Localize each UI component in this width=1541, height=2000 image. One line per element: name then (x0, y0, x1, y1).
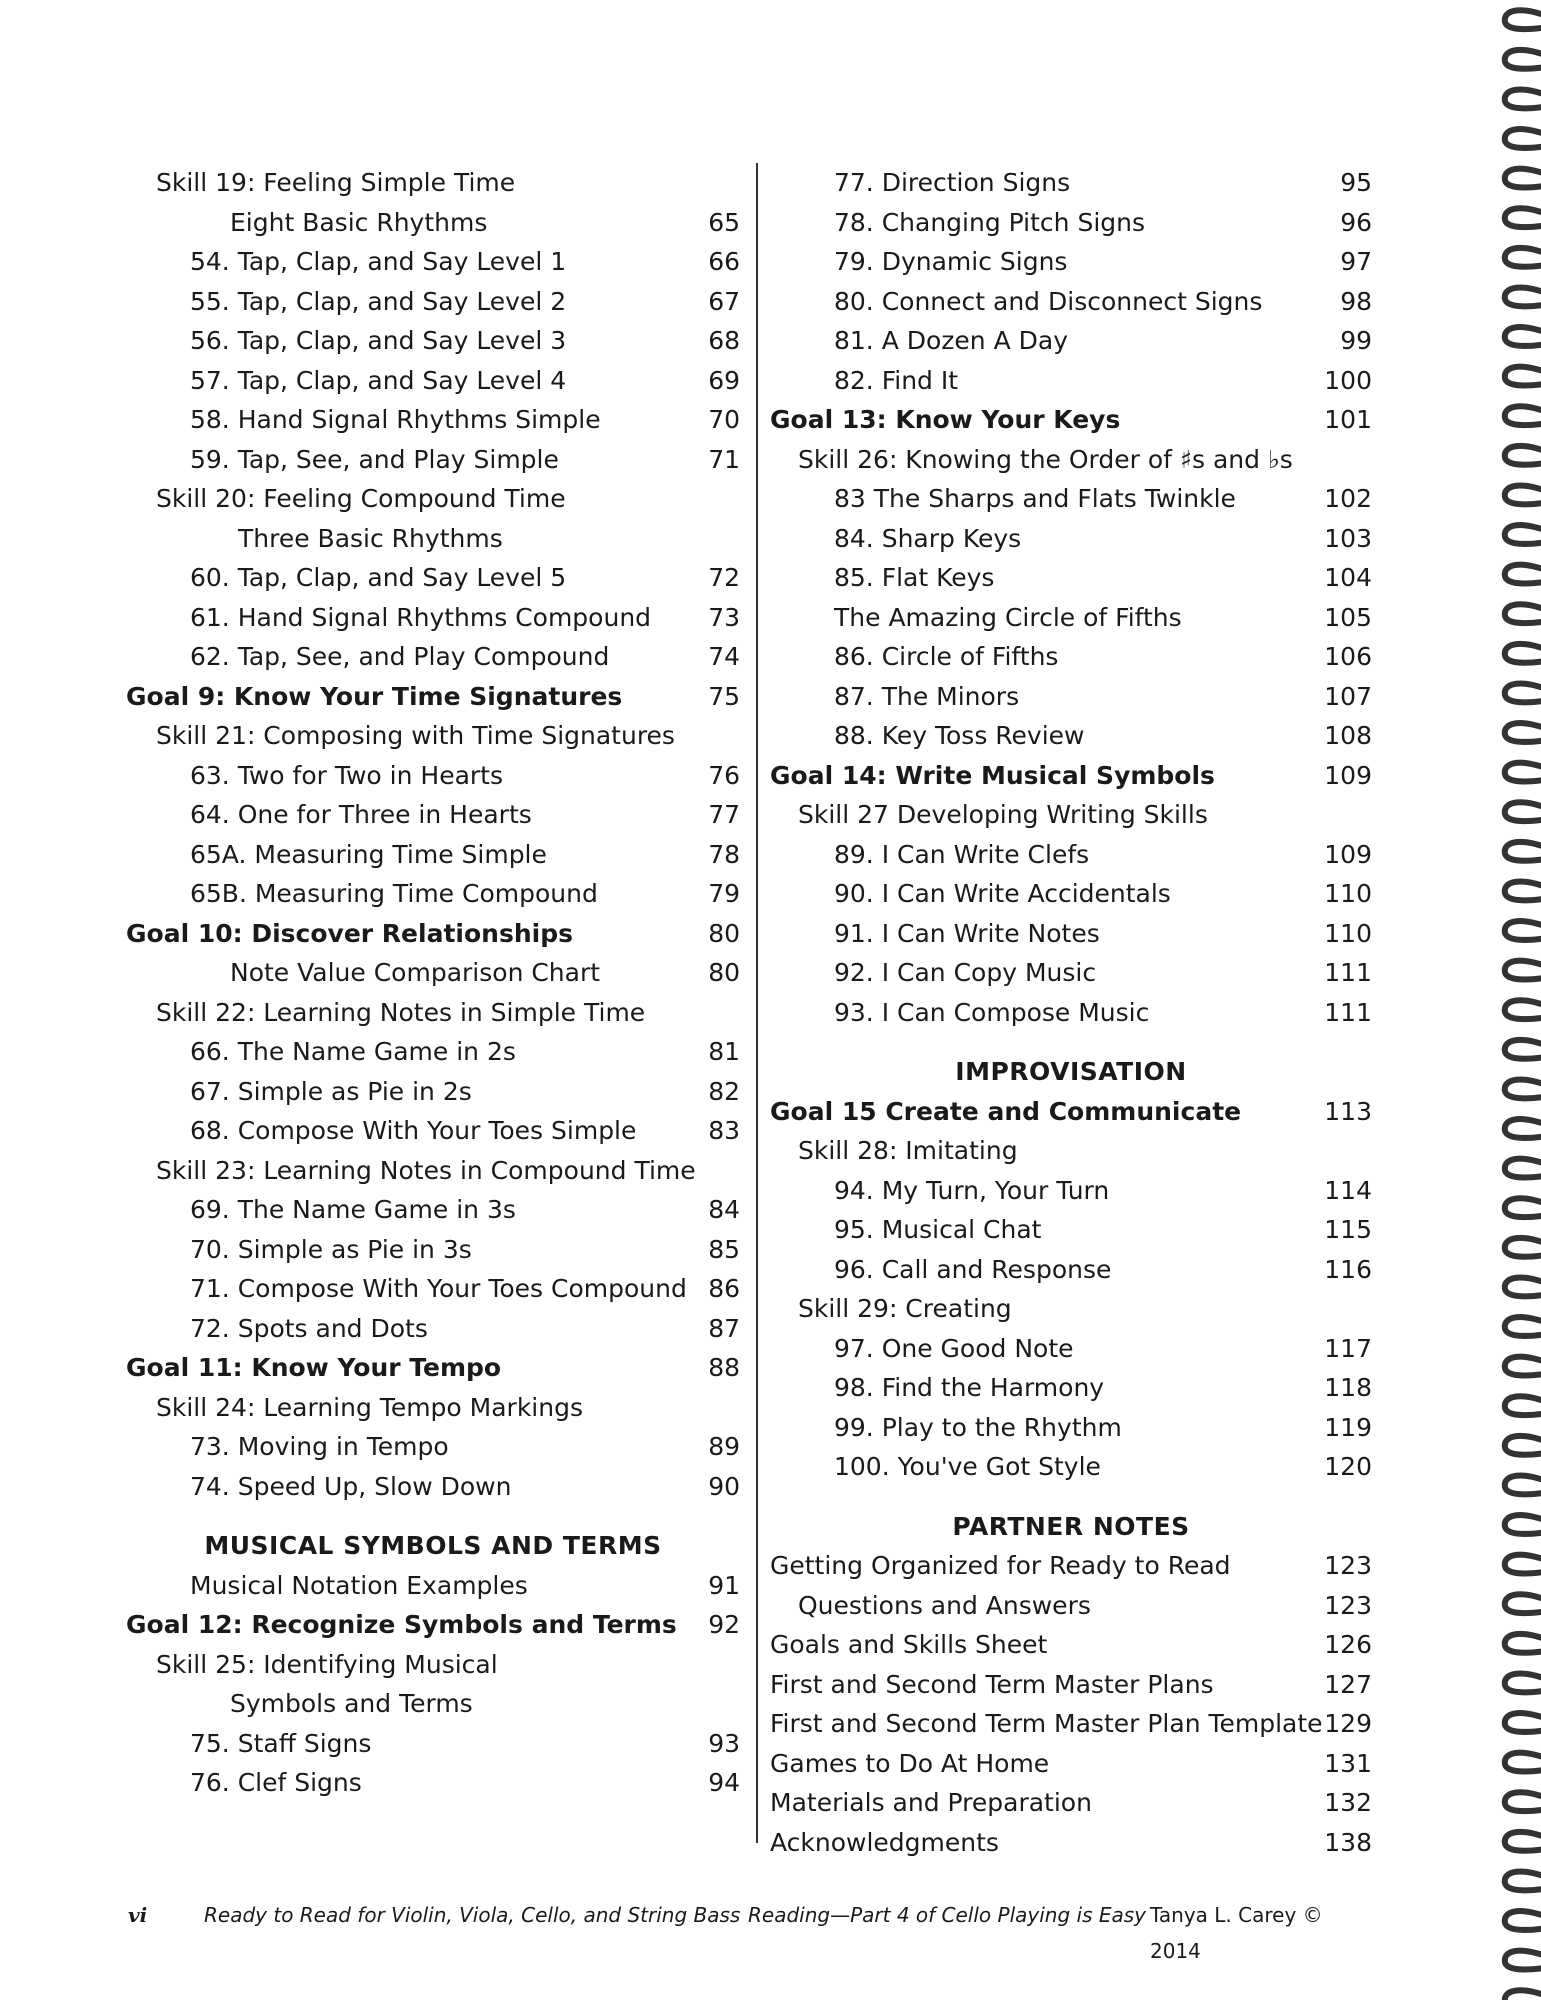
toc-page-number: 81 (708, 1037, 740, 1066)
toc-entry (770, 993, 1372, 1033)
toc-entry-title: Skill 20: Feeling Compound Time (156, 484, 566, 513)
toc-entry (126, 1427, 740, 1467)
toc-entry (126, 1763, 740, 1803)
toc-entry-title: Skill 23: Learning Notes in Compound Time (156, 1155, 696, 1185)
toc-entry-title: Goal 12: Recognize Symbols and Terms (126, 1610, 677, 1639)
toc-entry-title: 56. Tap, Clap, and Say Level 3 (190, 326, 567, 355)
toc-page-number: 118 (1324, 1373, 1372, 1402)
toc-entry (126, 1388, 740, 1428)
toc-entry-title: 55. Tap, Clap, and Say Level 2 (190, 286, 567, 316)
book-title: Ready to Read for Violin, Viola, Cello, and String Bass (204, 1903, 741, 1927)
toc-entry-title: 84. Sharp Keys (834, 523, 1022, 553)
toc-entry (126, 400, 740, 440)
toc-page-number: 89 (708, 1432, 740, 1461)
toc-entry (770, 1447, 1372, 1487)
toc-section-heading (126, 1526, 740, 1566)
author-copyright: Tanya L. Carey © 2014 (1150, 1903, 1323, 1963)
toc-entry-title: 75. Staff Signs (190, 1728, 372, 1758)
toc-page-number: 117 (1324, 1333, 1372, 1363)
toc-page-number: 113 (1324, 1096, 1372, 1126)
toc-page-number: 84 (708, 1195, 740, 1224)
toc-entry (126, 1566, 740, 1606)
toc-entry (126, 163, 740, 203)
toc-page-number: 110 (1324, 918, 1372, 948)
spiral-coil (1505, 485, 1541, 504)
toc-entry-title: 87. The Minors (834, 681, 1020, 711)
spiral-coil (1505, 961, 1541, 980)
toc-entry (126, 1724, 740, 1764)
toc-page-number: 119 (1324, 1412, 1372, 1442)
toc-page-number: 116 (1324, 1254, 1372, 1284)
toc-page-number: 111 (1324, 997, 1372, 1027)
toc-page-number: 90 (708, 1471, 740, 1501)
spiral-coil (1505, 1634, 1541, 1653)
spiral-coil (1505, 1555, 1541, 1574)
toc-page-number: 79 (708, 879, 740, 908)
toc-page-number: 76 (708, 760, 740, 790)
spiral-coil (1505, 89, 1541, 108)
toc-entry-title: Skill 25: Identifying Musical (156, 1649, 498, 1679)
toc-entry-title: 90. I Can Write Accidentals (834, 879, 1171, 908)
toc-entry-title: 80. Connect and Disconnect Signs (834, 286, 1263, 316)
toc-page-number: 80 (708, 958, 740, 987)
toc-entry (126, 1309, 740, 1349)
spiral-coil (1505, 1357, 1541, 1376)
toc-page-number: 97 (1340, 247, 1372, 276)
spiral-coil (1505, 1911, 1541, 1930)
spiral-coil (1505, 367, 1541, 386)
toc-entry (126, 1467, 740, 1507)
toc-entry-title: 65B. Measuring Time Compound (190, 879, 598, 908)
toc-entry-title: Goal 13: Know Your Keys (770, 405, 1121, 434)
toc-entry-title: MUSICAL SYMBOLS AND TERMS (204, 1531, 662, 1560)
spiral-coil (1505, 565, 1541, 584)
toc-entry-title: 66. The Name Game in 2s (190, 1037, 516, 1066)
toc-entry-title: The Amazing Circle of Fifths (834, 602, 1182, 632)
spiral-coil (1505, 1594, 1541, 1613)
spiral-coil (1505, 1040, 1541, 1059)
toc-entry (126, 1190, 740, 1230)
spiral-coil (1505, 1079, 1541, 1098)
spiral-coil (1505, 10, 1541, 29)
toc-entry-title: 63. Two for Two in Hearts (190, 760, 504, 790)
toc-entry-title: Goal 15 Create and Communicate (770, 1096, 1242, 1126)
toc-page-number: 91 (708, 1570, 740, 1600)
toc-entry-title: Acknowledgments (770, 1827, 999, 1857)
toc-page-number: 114 (1324, 1175, 1372, 1205)
spiral-coil (1505, 683, 1541, 702)
toc-entry-title: 93. I Can Compose Music (834, 997, 1150, 1027)
toc-entry-title: 70. Simple as Pie in 3s (190, 1234, 472, 1264)
spiral-coil (1505, 1713, 1541, 1732)
spiral-coil (1505, 525, 1541, 544)
toc-entry (126, 242, 740, 282)
toc-entry-title: 79. Dynamic Signs (834, 247, 1068, 276)
toc-page-number: 92 (708, 1610, 740, 1639)
toc-page-number: 83 (708, 1116, 740, 1145)
toc-page-number: 100 (1324, 365, 1372, 395)
toc-entry-title: Getting Organized for Ready to Read (770, 1551, 1231, 1580)
toc-entry (770, 1329, 1372, 1369)
toc-page-number: 98 (1340, 286, 1372, 316)
toc-entry (770, 1408, 1372, 1448)
toc-entry-title: Goals and Skills Sheet (770, 1630, 1048, 1659)
toc-entry-title: 100. You've Got Style (834, 1452, 1101, 1481)
toc-entry-title: PARTNER NOTES (952, 1511, 1190, 1541)
toc-page-number: 131 (1324, 1748, 1372, 1778)
toc-entry-title: 77. Direction Signs (834, 168, 1071, 197)
toc-entry (770, 1250, 1372, 1290)
toc-page-number: 126 (1324, 1630, 1372, 1659)
toc-page-number: 108 (1324, 721, 1372, 750)
spiral-coil (1505, 1792, 1541, 1811)
toc-page-number: 74 (708, 642, 740, 671)
spiral-coil (1505, 287, 1541, 306)
toc-entry-title: Goal 10: Discover Relationships (126, 918, 573, 948)
toc-page-number: 93 (708, 1728, 740, 1758)
toc-entry (126, 1072, 740, 1112)
toc-entry-title: 85. Flat Keys (834, 563, 995, 592)
toc-page-number: 104 (1324, 563, 1372, 592)
toc-page-number: 87 (708, 1313, 740, 1343)
toc-entry-title: Symbols and Terms (230, 1689, 473, 1718)
toc-entry-title: Skill 19: Feeling Simple Time (156, 168, 516, 197)
section-gap (770, 1487, 1372, 1507)
toc-entry (126, 1032, 740, 1072)
toc-entry (770, 677, 1372, 717)
spiral-coil (1505, 1753, 1541, 1772)
toc-entry (770, 242, 1372, 282)
spiral-coil (1505, 1515, 1541, 1534)
toc-page-number: 109 (1324, 839, 1372, 869)
toc-page-number: 111 (1324, 958, 1372, 987)
toc-entry-title: 59. Tap, See, and Play Simple (190, 444, 559, 474)
toc-goal-entry (126, 677, 740, 717)
toc-entry (126, 1151, 740, 1191)
toc-entry (770, 361, 1372, 401)
spiral-coil (1505, 1951, 1541, 1970)
toc-page-number: 132 (1324, 1788, 1372, 1817)
toc-entry-title: 62. Tap, See, and Play Compound (190, 642, 610, 671)
toc-entry (126, 835, 740, 875)
toc-entry (770, 558, 1372, 598)
spiral-coil (1505, 406, 1541, 425)
toc-page-number: 127 (1324, 1669, 1372, 1699)
toc-entry (126, 1684, 740, 1724)
toc-entry-title: 76. Clef Signs (190, 1768, 362, 1797)
toc-entry (770, 1744, 1372, 1784)
toc-entry-title: Skill 26: Knowing the Order of ♯s and ♭s (798, 444, 1293, 474)
toc-entry (770, 953, 1372, 993)
toc-entry (770, 1289, 1372, 1329)
toc-entry-title: 86. Circle of Fifths (834, 642, 1059, 671)
spiral-coil (1505, 604, 1541, 623)
toc-page-number: 102 (1324, 484, 1372, 513)
toc-page-number: 94 (708, 1768, 740, 1797)
toc-entry (126, 756, 740, 796)
toc-entry (126, 1645, 740, 1685)
toc-entry-title: 72. Spots and Dots (190, 1313, 428, 1343)
spiral-binding (1495, 0, 1541, 2000)
toc-entry-title: 64. One for Three in Hearts (190, 800, 532, 829)
toc-page-number: 86 (708, 1274, 740, 1303)
toc-page-number: 69 (708, 365, 740, 395)
toc-left-column (126, 163, 740, 1803)
toc-page-number: 72 (708, 563, 740, 592)
toc-page-number: 70 (708, 405, 740, 434)
toc-entry-title: Goal 11: Know Your Tempo (126, 1353, 502, 1382)
toc-page-number: 78 (708, 839, 740, 869)
toc-entry-title: 78. Changing Pitch Signs (834, 207, 1146, 237)
toc-entry-title: 81. A Dozen A Day (834, 326, 1069, 355)
column-divider (756, 163, 758, 1843)
toc-entry (770, 716, 1372, 756)
toc-page-number: 96 (1340, 207, 1372, 237)
toc-entry (770, 1171, 1372, 1211)
spiral-coil (1505, 1396, 1541, 1415)
toc-entry-title: 91. I Can Write Notes (834, 918, 1100, 948)
toc-entry (126, 953, 740, 993)
toc-page-number: 85 (708, 1234, 740, 1264)
toc-entry (126, 321, 740, 361)
toc-entry (126, 993, 740, 1033)
toc-entry (770, 1704, 1372, 1744)
toc-page-number: 82 (708, 1076, 740, 1106)
toc-entry-title: Questions and Answers (798, 1590, 1091, 1620)
toc-entry (770, 1783, 1372, 1823)
toc-entry-title: Skill 24: Learning Tempo Markings (156, 1392, 583, 1422)
toc-goal-entry (126, 1605, 740, 1645)
toc-section-heading (770, 1052, 1372, 1092)
toc-page-number: 66 (708, 247, 740, 276)
toc-entry-title: Eight Basic Rhythms (230, 207, 488, 237)
toc-entry-title: 98. Find the Harmony (834, 1373, 1105, 1402)
toc-entry (770, 1546, 1372, 1586)
toc-entry (770, 914, 1372, 954)
toc-page-number: 123 (1324, 1590, 1372, 1620)
toc-entry-title: 57. Tap, Clap, and Say Level 4 (190, 365, 567, 395)
spiral-coil (1505, 1198, 1541, 1217)
spiral-coil (1505, 1119, 1541, 1138)
toc-page-number: 77 (708, 800, 740, 829)
toc-page-number: 129 (1324, 1709, 1372, 1738)
toc-entry (770, 203, 1372, 243)
toc-entry (126, 519, 740, 559)
spiral-coil (1505, 644, 1541, 663)
toc-entry-title: 54. Tap, Clap, and Say Level 1 (190, 247, 567, 276)
toc-entry (770, 1368, 1372, 1408)
spiral-coil (1505, 881, 1541, 900)
toc-page-number: 95 (1340, 168, 1372, 197)
toc-entry-title: Materials and Preparation (770, 1788, 1092, 1817)
spiral-coil (1505, 169, 1541, 188)
toc-entry (770, 479, 1372, 519)
toc-entry-title: 99. Play to the Rhythm (834, 1412, 1122, 1442)
toc-section-heading (770, 1507, 1372, 1547)
toc-entry-title: Three Basic Rhythms (238, 523, 503, 553)
toc-entry-title: Goal 9: Know Your Time Signatures (126, 681, 623, 711)
toc-page-number: 73 (708, 602, 740, 632)
toc-page-number: 65 (708, 207, 740, 237)
toc-entry (126, 479, 740, 519)
spiral-coil (1505, 248, 1541, 267)
toc-entry-title: 61. Hand Signal Rhythms Compound (190, 602, 652, 632)
spiral-coil (1505, 763, 1541, 782)
toc-page-number: 88 (708, 1353, 740, 1382)
toc-page-number: 109 (1324, 760, 1372, 790)
toc-entry (770, 1210, 1372, 1250)
spiral-coil (1505, 842, 1541, 861)
toc-goal-entry (770, 400, 1372, 440)
spiral-coil (1505, 1990, 1541, 2000)
toc-entry-title: 89. I Can Write Clefs (834, 839, 1090, 869)
toc-entry-title: 65A. Measuring Time Simple (190, 839, 547, 869)
toc-entry (770, 598, 1372, 638)
toc-entry-title: Skill 22: Learning Notes in Simple Time (156, 997, 646, 1027)
toc-page-number: 68 (708, 326, 740, 355)
toc-entry-title: 94. My Turn, Your Turn (834, 1175, 1110, 1205)
spiral-coil (1505, 921, 1541, 940)
toc-entry (126, 1111, 740, 1151)
toc-goal-entry (770, 1092, 1372, 1132)
toc-entry (126, 637, 740, 677)
spiral-coil (1505, 1317, 1541, 1336)
toc-page-number: 110 (1324, 879, 1372, 908)
toc-entry-title: 71. Compose With Your Toes Compound (190, 1274, 687, 1303)
toc-entry-title: 60. Tap, Clap, and Say Level 5 (190, 563, 567, 592)
toc-entry (126, 1269, 740, 1309)
toc-entry-title: First and Second Term Master Plan Template (770, 1709, 1323, 1738)
toc-entry (770, 1131, 1372, 1171)
toc-page-number: 138 (1324, 1827, 1372, 1857)
spiral-coil (1505, 1832, 1541, 1851)
toc-page-number: 107 (1324, 681, 1372, 711)
toc-entry-title: 74. Speed Up, Slow Down (190, 1471, 512, 1501)
toc-right-column (770, 163, 1372, 1862)
toc-page-number: 101 (1324, 405, 1372, 434)
toc-page-number: 105 (1324, 602, 1372, 632)
toc-page-number: 75 (708, 681, 740, 711)
toc-entry-title: 69. The Name Game in 3s (190, 1195, 516, 1224)
toc-entry-title: Skill 28: Imitating (798, 1136, 1018, 1165)
toc-entry (770, 835, 1372, 875)
toc-entry-title: First and Second Term Master Plans (770, 1669, 1214, 1699)
spiral-coil (1505, 446, 1541, 465)
toc-entry (770, 1586, 1372, 1626)
toc-page-number: 67 (708, 286, 740, 316)
toc-entry-title: 95. Musical Chat (834, 1215, 1042, 1244)
toc-goal-entry (126, 1348, 740, 1388)
toc-entry (126, 795, 740, 835)
spiral-coil (1505, 208, 1541, 227)
spiral-coil (1505, 129, 1541, 148)
toc-entry-title: IMPROVISATION (955, 1057, 1187, 1086)
toc-entry-title: 73. Moving in Tempo (190, 1432, 449, 1461)
toc-page-number: 123 (1324, 1551, 1372, 1580)
spiral-coil (1505, 327, 1541, 346)
toc-entry (126, 361, 740, 401)
spiral-coil (1505, 1277, 1541, 1296)
toc-entry (770, 440, 1372, 480)
page-number: vi (128, 1903, 148, 1927)
toc-entry (770, 321, 1372, 361)
toc-entry (126, 1230, 740, 1270)
section-gap (126, 1506, 740, 1526)
toc-page-number: 99 (1340, 326, 1372, 355)
toc-entry-title: 88. Key Toss Review (834, 721, 1085, 750)
toc-entry (126, 282, 740, 322)
spiral-coil (1505, 50, 1541, 69)
toc-entry-title: 68. Compose With Your Toes Simple (190, 1116, 637, 1145)
toc-entry (126, 440, 740, 480)
toc-entry-title: 83 The Sharps and Flats Twinkle (834, 484, 1236, 513)
series-title: Reading—Part 4 of Cello Playing is Easy (748, 1903, 1146, 1927)
toc-entry (770, 1665, 1372, 1705)
toc-entry (770, 163, 1372, 203)
toc-page-number: 106 (1324, 642, 1372, 671)
toc-entry-title: Skill 21: Composing with Time Signatures (156, 721, 675, 750)
toc-entry (770, 1625, 1372, 1665)
toc-entry-title: 96. Call and Response (834, 1254, 1112, 1284)
toc-page-number: 115 (1324, 1215, 1372, 1244)
toc-entry-title: 58. Hand Signal Rhythms Simple (190, 405, 601, 434)
toc-entry (126, 598, 740, 638)
spiral-coil (1505, 1238, 1541, 1257)
spiral-coil (1505, 1673, 1541, 1692)
toc-entry (126, 874, 740, 914)
spiral-coil (1505, 723, 1541, 742)
spiral-coil (1505, 1871, 1541, 1890)
toc-entry (126, 716, 740, 756)
toc-entry (126, 203, 740, 243)
toc-goal-entry (770, 756, 1372, 796)
toc-goal-entry (126, 914, 740, 954)
toc-entry-title: Games to Do At Home (770, 1748, 1050, 1778)
toc-entry (770, 637, 1372, 677)
toc-entry-title: Goal 14: Write Musical Symbols (770, 760, 1215, 790)
toc-entry-title: 97. One Good Note (834, 1333, 1074, 1363)
spiral-coil (1505, 1475, 1541, 1494)
toc-page-number: 120 (1324, 1452, 1372, 1481)
toc-entry-title: Musical Notation Examples (190, 1570, 528, 1600)
toc-entry (770, 874, 1372, 914)
page-footer (128, 1897, 1378, 1963)
spiral-coil (1505, 1159, 1541, 1178)
toc-entry (770, 1823, 1372, 1863)
toc-page-number: 80 (708, 918, 740, 948)
section-gap (770, 1032, 1372, 1052)
spiral-coil (1505, 1436, 1541, 1455)
toc-entry-title: Note Value Comparison Chart (230, 958, 601, 987)
toc-entry-title: Skill 27 Developing Writing Skills (798, 800, 1208, 829)
toc-entry (770, 519, 1372, 559)
spiral-coil (1505, 802, 1541, 821)
toc-page-number: 103 (1324, 523, 1372, 553)
toc-entry-title: Skill 29: Creating (798, 1294, 1012, 1323)
toc-entry-title: 92. I Can Copy Music (834, 958, 1097, 987)
toc-entry-title: 82. Find It (834, 365, 959, 395)
toc-entry-title: 67. Simple as Pie in 2s (190, 1076, 472, 1106)
toc-entry (770, 795, 1372, 835)
toc-entry (126, 558, 740, 598)
spiral-coil (1505, 1000, 1541, 1019)
toc-entry (770, 282, 1372, 322)
toc-page-number: 71 (708, 444, 740, 474)
